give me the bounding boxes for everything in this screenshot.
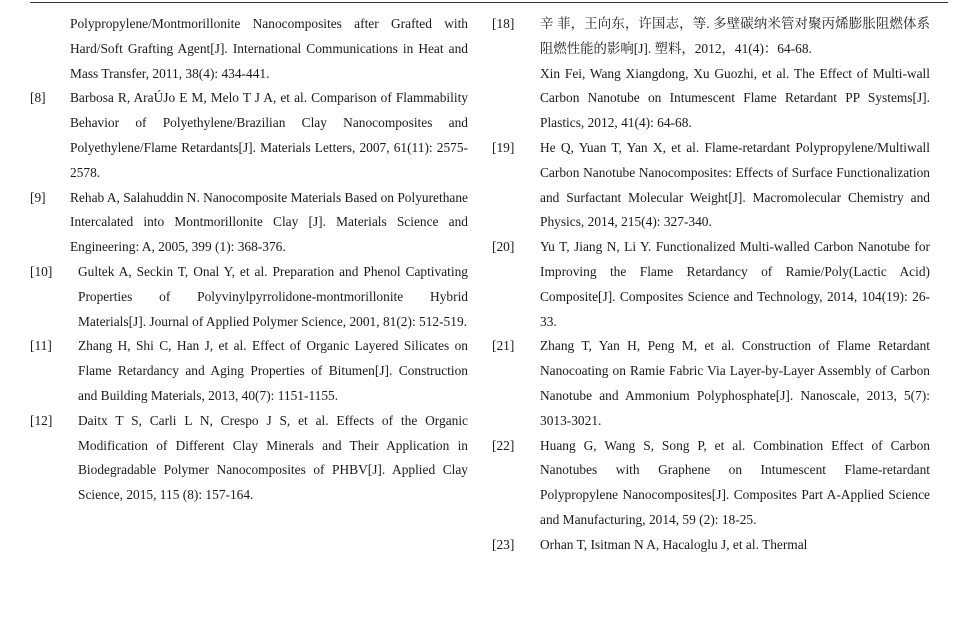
reference-text: Yu T, Jiang N, Li Y. Functionalized Multi-walled Carbon Nanotube for Improving the Flame Retardancy of Ramie/Poly(Lactic Acid) Composite[J]. Composites Science and Technology, 2014, 104(19): 26-33.	[540, 239, 930, 329]
reference-text: He Q, Yuan T, Yan X, et al. Flame-retardant Polypropylene/Multiwall Carbon Nanotube Nanocomposites: Effects of Surface Functionalization and Surfactant Molecular Weight[J]. Macromolecular Chemistry and Physics, 2014, 215(4): 327-340.	[540, 139, 930, 230]
reference-number: [12]	[30, 412, 53, 428]
reference-text: Daitx T S, Carli L N, Crespo J S, et al. Effects of the Organic Modification of Different Clay Minerals and Their Application in Biodegradable Polymer Nanocomposites of PHBV[J]. Applied Clay Science, 2015, 115 (8): 157-164.	[78, 412, 468, 503]
reference-text: Zhang T, Yan H, Peng M, et al. Construction of Flame Retardant Nanocoating on Ramie Fabric Via Layer-by-Layer Assembly of Carbon Nanotube and Ammonium Polyphosphate[J]. Nanoscale, 2013, 5(7): 3013-3021.	[540, 338, 930, 428]
references-right-column	[492, 12, 930, 558]
reference-number: [23]	[492, 536, 515, 552]
reference-text: Rehab A, Salahuddin N. Nanocomposite Materials Based on Polyurethane Intercalated into Montmorillonite Clay [J]. Materials Science and Engineering: A, 2005, 399 (1): 368-376.	[70, 189, 468, 255]
reference-10	[30, 260, 468, 334]
reference-7-continuation: Polypropylene/Montmorillonite Nanocomposites after Grafted with Hard/Soft Grafting Agent[J]. International Communications in Heat and Mass Transfer, 2011, 38(4): 434-441.	[70, 16, 468, 81]
reference-text-english: Xin Fei, Wang Xiangdong, Xu Guozhi, et al. The Effect of Multi-wall Carbon Nanotube on Intumescent Flame Retardant PP Systems[J]. Plastics, 2012, 41(4): 64-68.	[540, 65, 930, 131]
reference-19	[492, 136, 930, 235]
reference-number: [20]	[492, 239, 515, 255]
header-rule	[30, 2, 948, 3]
reference-number: [10]	[30, 263, 53, 279]
reference-number: [22]	[492, 437, 515, 453]
reference-text: Gultek A, Seckin T, Onal Y, et al. Preparation and Phenol Captivating Properties of Polyvinylpyrrolidone-montmorillonite Hybrid Materials[J]. Journal of Applied Polymer Science, 2001, 81(2): 512-519.	[78, 263, 468, 329]
reference-22	[492, 434, 930, 533]
reference-text: Orhan T, Isitman N A, Hacaloglu J, et al. Thermal	[540, 536, 808, 552]
reference-number: [19]	[492, 139, 515, 155]
reference-number: [11]	[30, 338, 52, 354]
reference-text: Huang G, Wang S, Song P, et al. Combination Effect of Carbon Nanotubes with Graphene on Intumescent Flame-retardant Polypropylene Nanocomposites[J]. Composites Part A-Applied Science and Manufacturing, 2014, 59 (2): 18-25.	[540, 437, 930, 527]
reference-12	[30, 409, 468, 508]
reference-23	[492, 533, 930, 558]
reference-number: [21]	[492, 338, 515, 354]
reference-number: [18]	[492, 16, 515, 31]
reference-text: Zhang H, Shi C, Han J, et al. Effect of Organic Layered Silicates on Flame Retardancy and Aging Properties of Bitumen[J]. Construction and Building Materials, 2013, 40(7): 1151-1155.	[78, 338, 468, 403]
reference-21	[492, 334, 930, 433]
reference-8	[30, 86, 468, 185]
reference-18	[492, 12, 930, 136]
reference-text: Barbosa R, AraÚJo E M, Melo T J A, et al. Comparison of Flammability Behavior of Polyethylene/Brazilian Clay Nanocomposites and Polyethylene/Flame Retardants[J]. Materials Letters, 2007, 61(11): 2575-2578.	[70, 90, 468, 180]
reference-11	[30, 334, 468, 408]
reference-20	[492, 235, 930, 334]
reference-number: [8]	[30, 90, 46, 106]
reference-number: [9]	[30, 189, 46, 205]
references-left-column	[30, 12, 468, 508]
reference-9	[30, 186, 468, 260]
reference-text-chinese: 辛 菲，王向东，许国志，等. 多壁碳纳米管对聚丙烯膨胀阻燃体系阻燃性能的影响[J]. 塑料，2012，41(4)：64-68.	[540, 16, 930, 56]
